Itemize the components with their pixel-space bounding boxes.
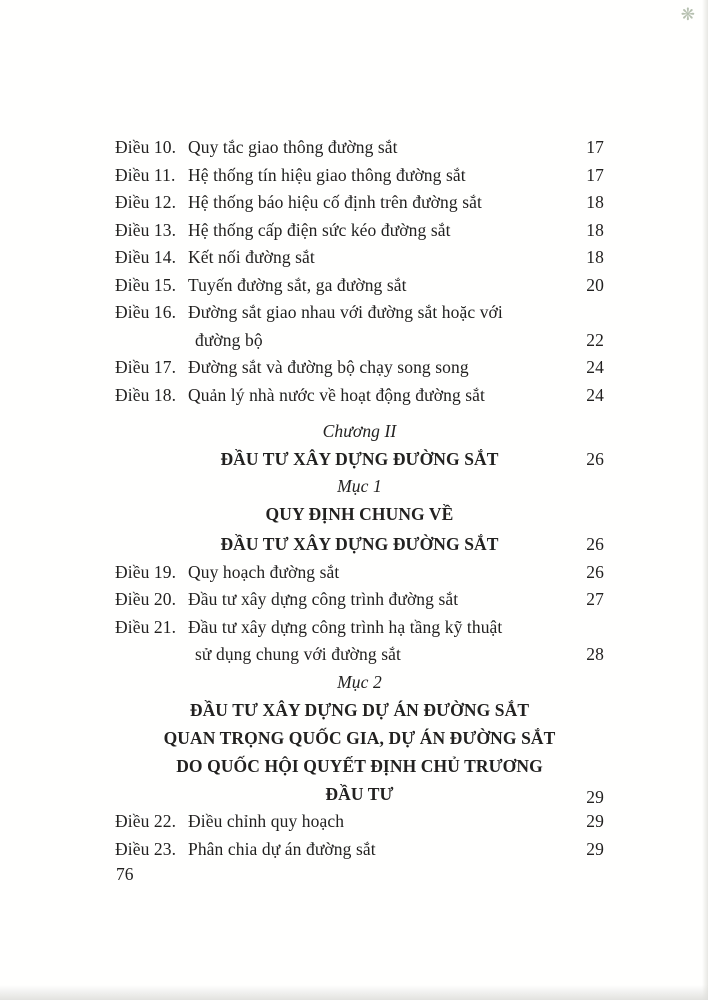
toc-entry xyxy=(115,272,604,300)
page-ref: 26 xyxy=(586,448,604,469)
entry-text xyxy=(115,354,576,382)
page-ref: 20 xyxy=(586,274,604,295)
entry-text xyxy=(115,559,576,587)
section-title-line: QUAN TRỌNG QUỐC GIA, DỰ ÁN ĐƯỜNG SẮT xyxy=(163,728,556,748)
section-title-line: ĐẦU TƯ XÂY DỰNG ĐƯỜNG SẮT xyxy=(220,534,499,554)
article-title: Quản lý nhà nước về hoạt động đường sắt xyxy=(188,384,486,405)
page-ref: 18 xyxy=(586,219,604,240)
page-ref: 26 xyxy=(586,534,604,554)
entry-line xyxy=(115,614,576,642)
article-title: Đường sắt và đường bộ chạy song song xyxy=(188,357,469,377)
toc-entry xyxy=(115,134,604,162)
entry-text xyxy=(115,189,576,217)
article-title: Hệ thống báo hiệu cố định trên đường sắt xyxy=(188,192,482,212)
article-label: Điều 22. xyxy=(115,811,177,831)
toc-entry xyxy=(115,586,604,614)
section-title-line: ĐẦU TƯ XÂY DỰNG DỰ ÁN ĐƯỜNG SẮT xyxy=(189,700,530,720)
section-title-group xyxy=(115,696,604,808)
toc-entry xyxy=(115,382,604,410)
article-label: Điều 16. xyxy=(115,302,177,322)
article-label: Điều 15. xyxy=(115,274,177,295)
page-ref: 27 xyxy=(586,589,604,609)
article-title: Điều chỉnh quy hoạch xyxy=(188,811,345,831)
entry-text xyxy=(115,836,576,864)
article-label: Điều 14. xyxy=(115,247,177,267)
toc-entry xyxy=(115,559,604,587)
article-label: Điều 18. xyxy=(115,384,177,405)
page-ref: 26 xyxy=(586,561,604,582)
article-title: Tuyến đường sắt, ga đường sắt xyxy=(188,274,407,295)
article-label: Điều 21. xyxy=(115,616,177,637)
section-title-line: DO QUỐC HỘI QUYẾT ĐỊNH CHỦ TRƯƠNG xyxy=(176,756,543,776)
article-title: Hệ thống tín hiệu giao thông đường sắt xyxy=(188,164,466,185)
article-label: Điều 13. xyxy=(115,219,177,240)
toc-entry xyxy=(115,299,604,354)
page-ref: 17 xyxy=(586,164,604,185)
entry-text xyxy=(115,244,576,272)
chapter-label: Chương II xyxy=(322,421,397,441)
article-label: Điều 19. xyxy=(115,561,177,582)
article-title-continuation: đường bộ xyxy=(195,329,263,350)
toc-entry xyxy=(115,217,604,245)
toc-entry xyxy=(115,808,604,836)
table-of-contents xyxy=(115,134,604,863)
page-ref: 28 xyxy=(586,644,604,664)
article-title: Đường sắt giao nhau với đường sắt hoặc với xyxy=(188,302,503,322)
section-title-line: ĐẦU TƯ xyxy=(325,784,394,804)
article-title-continuation: sử dụng chung với đường sắt xyxy=(195,644,401,664)
entry-text xyxy=(115,614,576,669)
article-label: Điều 20. xyxy=(115,589,177,609)
entry-text xyxy=(115,299,576,354)
toc-entry xyxy=(115,162,604,190)
scan-edge-right xyxy=(702,0,708,1000)
page-ref: 17 xyxy=(586,137,604,157)
folio-page-number: 76 xyxy=(116,864,134,884)
article-label: Điều 23. xyxy=(115,838,177,859)
page-ref: 18 xyxy=(586,247,604,267)
article-title: Đầu tư xây dựng công trình đường sắt xyxy=(188,589,459,609)
page-ref: 18 xyxy=(586,192,604,212)
toc-entry xyxy=(115,614,604,669)
flower-decoration-icon: ❋ xyxy=(680,5,695,24)
toc-entry xyxy=(115,244,604,272)
entry-line xyxy=(115,299,576,327)
section-label: Mục 1 xyxy=(337,476,382,496)
article-title: Hệ thống cấp điện sức kéo đường sắt xyxy=(188,219,451,240)
article-title: Đầu tư xây dựng công trình hạ tầng kỹ thuật xyxy=(188,616,503,637)
toc-entry xyxy=(115,189,604,217)
chapter-title-row xyxy=(115,446,604,474)
page-ref: 24 xyxy=(586,357,604,377)
section-title-line: QUY ĐỊNH CHUNG VỀ xyxy=(265,503,454,524)
entry-text xyxy=(115,272,576,300)
page-ref: 29 xyxy=(586,787,604,807)
page-ref: 22 xyxy=(586,329,604,350)
article-label: Điều 10. xyxy=(115,137,177,157)
entry-text xyxy=(115,382,576,410)
section-title-row xyxy=(115,531,604,559)
scan-edge-bottom xyxy=(0,985,708,1000)
page-ref: 29 xyxy=(586,838,604,859)
page-ref: 24 xyxy=(586,384,604,405)
entry-text xyxy=(115,162,576,190)
article-label: Điều 17. xyxy=(115,357,177,377)
section-label: Mục 2 xyxy=(337,671,382,692)
page-ref: 29 xyxy=(586,811,604,831)
article-title: Kết nối đường sắt xyxy=(188,247,315,267)
article-title: Quy hoạch đường sắt xyxy=(188,561,340,582)
article-label: Điều 12. xyxy=(115,192,177,212)
chapter-title: ĐẦU TƯ XÂY DỰNG ĐƯỜNG SẮT xyxy=(220,448,499,469)
toc-entry xyxy=(115,836,604,864)
article-label: Điều 11. xyxy=(115,164,176,185)
toc-entry xyxy=(115,354,604,382)
entry-text xyxy=(115,586,576,614)
entry-text xyxy=(115,217,576,245)
entry-text xyxy=(115,134,576,162)
entry-text xyxy=(115,808,576,836)
article-title: Quy tắc giao thông đường sắt xyxy=(188,137,398,157)
article-title: Phân chia dự án đường sắt xyxy=(188,838,376,859)
